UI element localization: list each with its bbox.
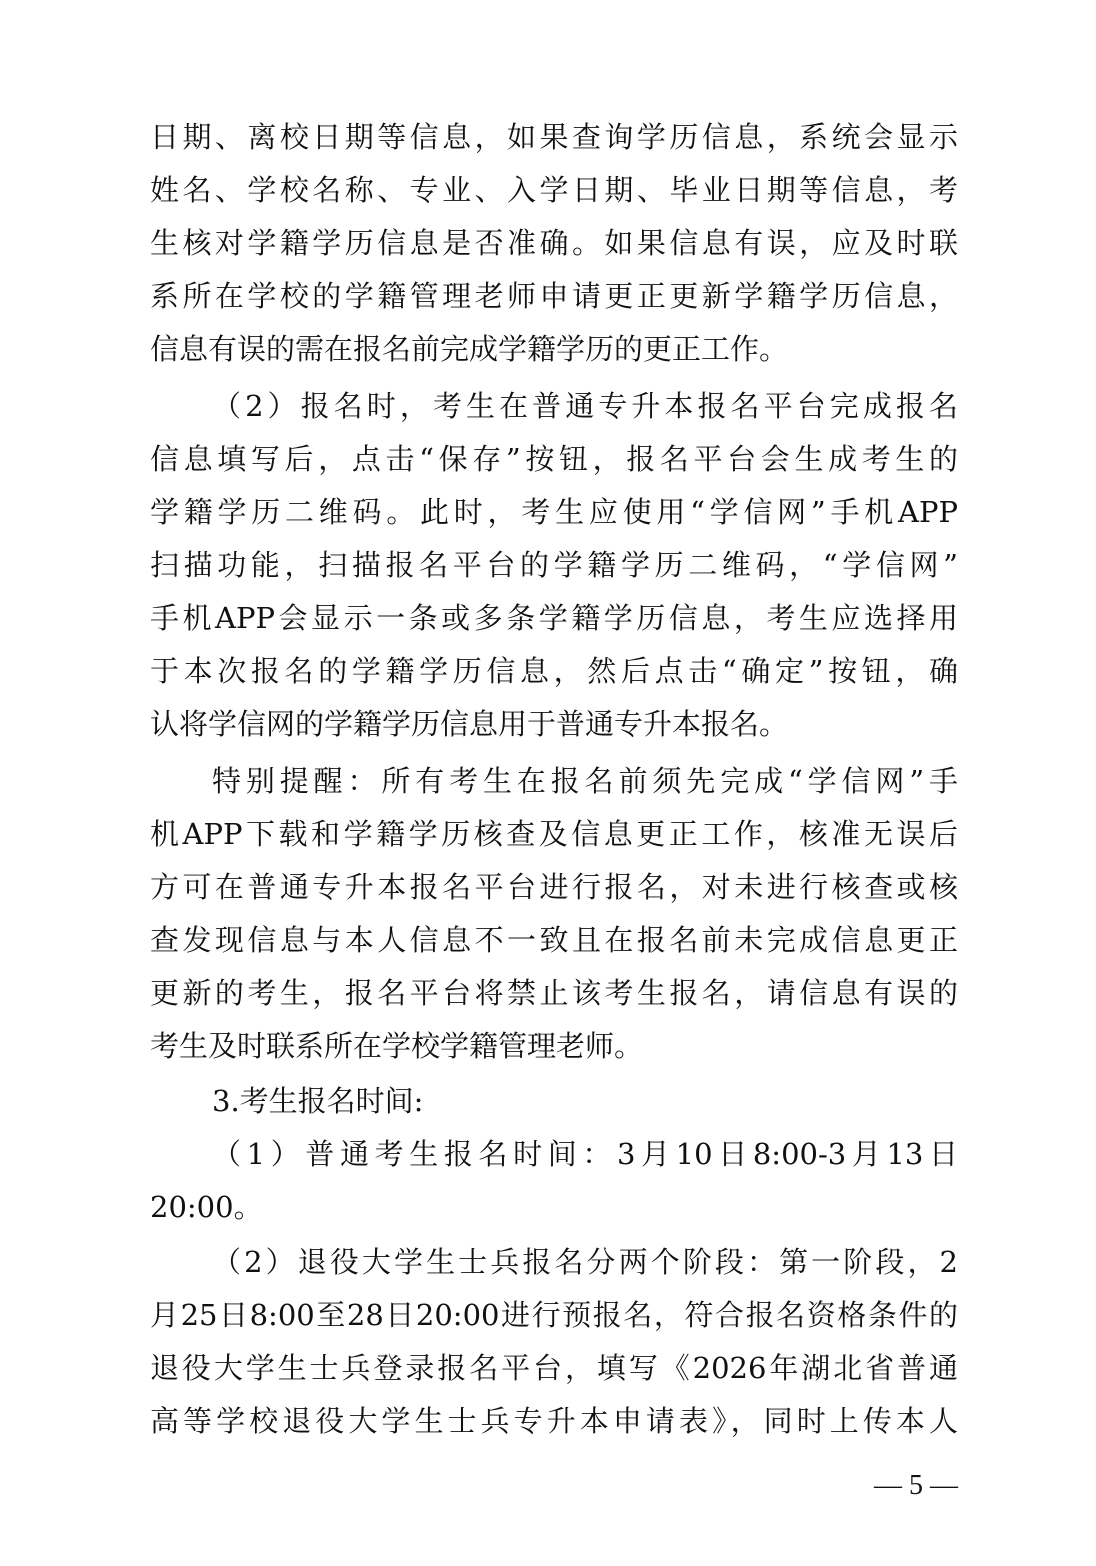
text-line-16: 查发现信息与本人信息不一致且在报名前未完成信息更正 [150,923,958,957]
text-line-11: 于本次报名的学籍学历信息，然后点击“确定”按钮，确 [150,654,958,688]
text-line-6: （2）报名时，考生在普通专升本报名平台完成报名 [212,389,958,423]
page-number: — 5 — [874,1470,958,1501]
text-line-22: （2）退役大学生士兵报名分两个阶段：第一阶段，2 [212,1245,958,1279]
text-line-17: 更新的考生，报名平台将禁止该考生报名，请信息有误的 [150,976,958,1010]
text-line-7: 信息填写后，点击“保存”按钮，报名平台会生成考生的 [150,442,958,476]
text-line-23: 月25日8:00至28日20:00进行预报名，符合报名资格条件的 [150,1298,958,1332]
text-line-2: 姓名、学校名称、专业、入学日期、毕业日期等信息，考 [150,173,958,207]
text-line-21: 20:00。 [150,1190,263,1224]
text-line-8: 学籍学历二维码。此时，考生应使用“学信网”手机APP [150,495,958,529]
text-line-15: 方可在普通专升本报名平台进行报名，对未进行核查或核 [150,870,958,904]
text-line-5: 信息有误的需在报名前完成学籍学历的更正工作。 [150,332,789,366]
text-line-12: 认将学信网的学籍学历信息用于普通专升本报名。 [150,707,789,741]
text-line-20: （1）普通考生报名时间：3月10日8:00-3月13日 [212,1137,958,1171]
text-line-9: 扫描功能，扫描报名平台的学籍学历二维码，“学信网” [150,548,958,582]
text-line-14: 机APP下载和学籍学历核查及信息更正工作，核准无误后 [150,817,958,851]
text-line-19: 3.考生报名时间: [212,1084,424,1118]
text-line-24: 退役大学生士兵登录报名平台，填写《2026年湖北省普通 [150,1351,958,1385]
text-line-3: 生核对学籍学历信息是否准确。如果信息有误，应及时联 [150,226,958,260]
text-line-13: 特别提醒：所有考生在报名前须先完成“学信网”手 [212,764,958,798]
text-line-4: 系所在学校的学籍管理老师申请更正更新学籍学历信息， [150,279,958,313]
text-line-18: 考生及时联系所在学校学籍管理老师。 [150,1029,644,1063]
text-line-1: 日期、离校日期等信息，如果查询学历信息，系统会显示 [150,120,958,154]
text-line-25: 高等学校退役大学生士兵专升本申请表》，同时上传本人 [150,1404,958,1438]
text-line-10: 手机APP会显示一条或多条学籍学历信息，考生应选择用 [150,601,958,635]
